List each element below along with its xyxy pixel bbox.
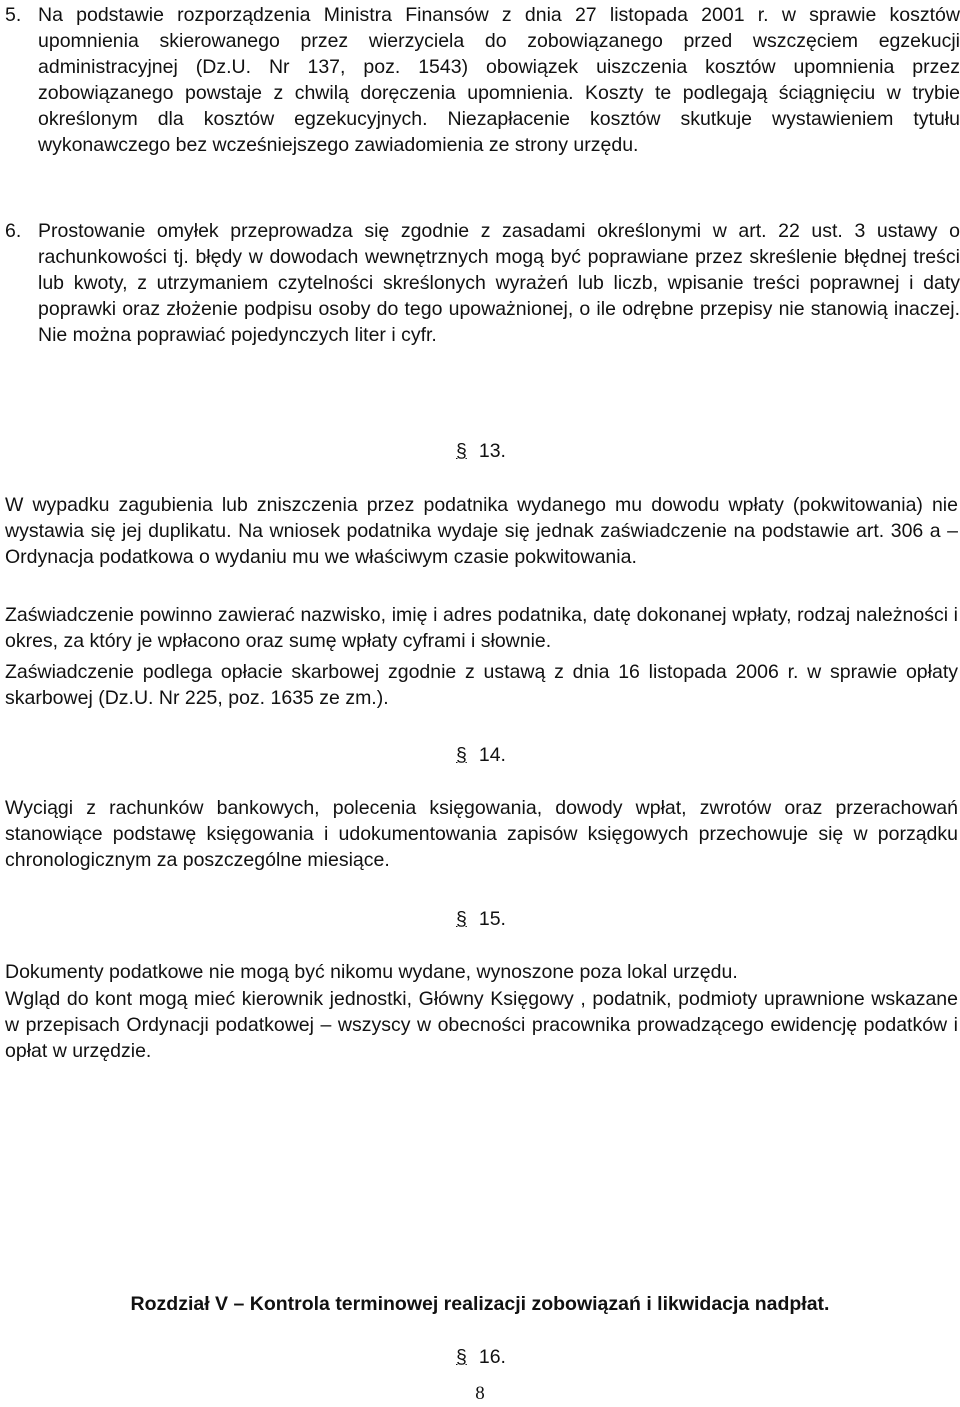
section-heading-14 [456,742,506,768]
chapter-heading: Rozdział V – Kontrola terminowej realizacji zobowiązań i likwidacja nadpłat. [130,1293,830,1315]
page-number: 8 [475,1383,485,1404]
list-item-5 [5,2,960,158]
section-number: 13. [478,440,506,462]
section-symbol: § [456,908,467,930]
section-symbol: § [456,744,467,766]
section-symbol: § [456,1346,467,1368]
section-heading-16 [456,1344,506,1370]
section-number: 15. [478,908,506,930]
paragraph: Wgląd do kont mogą mieć kierownik jednostki, Główny Księgowy , podatnik, podmioty uprawnione wskazane w przepisach Ordynacji podatkowej – wszyscy w obecności pracownika prowadzącego ewidencję podatków i opłat w urzędzie. [5,988,958,1062]
paragraph: Wyciągi z rachunków bankowych, polecenia księgowania, dowody wpłat, zwrotów oraz przerachowań stanowiące podstawę księgowania i udokumentowania zapisów księgowych przechowuje się w porządku chronologicznym za poszczególne miesiące. [5,797,958,871]
item-number: 5. [5,4,22,26]
item-text: Na podstawie rozporządzenia Ministra Finansów z dnia 27 listopada 2001 r. w sprawie kosztów upomnienia skierowanego przez wierzyciela do zobowiązanego przed wszczęciem egzekucji administracyjnej (Dz.U. Nr 137, poz. 1543) obowiązek uiszczenia kosztów upomnienia przez zobowiązanego powstaje z chwilą doręczenia upomnienia. Koszty te podlegają ściągnięciu w trybie określonym dla kosztów egzekucyjnych. Niezapłacenie kosztów skutkuje wystawieniem tytułu wykonawczego bez wcześniejszego zawiadomienia ze strony urzędu. [38,4,960,156]
item-number: 6. [5,220,22,242]
item-text: Prostowanie omyłek przeprowadza się zgodnie z zasadami określonymi w art. 22 ust. 3 ustawy o rachunkowości tj. błędy w dowodach wewnętrznych mogą być poprawiane przez skreślenie błędnej treści lub kwoty, z utrzymaniem czytelności skreślonych wyrażeń lub liczb, wpisanie treści poprawnej i daty poprawki oraz złożenie podpisu osoby do tego upoważnionej, o ile odrębne przepisy nie stanowią inaczej. Nie można poprawiać pojedynczych liter i cyfr. [38,220,960,346]
paragraph: Dokumenty podatkowe nie mogą być nikomu wydane, wynoszone poza lokal urzędu. [5,961,738,983]
paragraph: Zaświadczenie podlega opłacie skarbowej zgodnie z ustawą z dnia 16 listopada 2006 r. w sprawie opłaty skarbowej (Dz.U. Nr 225, poz. 1635 ze zm.). [5,661,958,709]
section-symbol: § [456,440,467,462]
paragraph: W wypadku zagubienia lub zniszczenia przez podatnika wydanego mu dowodu wpłaty (pokwitowania) nie wystawia się jej duplikatu. Na wniosek podatnika wydaje się jednak zaświadczenie na podstawie art. 306 a – Ordynacja podatkowa o wydaniu mu we właściwym czasie pokwitowania. [5,494,958,568]
section-heading-15 [456,906,506,932]
section-number: 14. [478,744,506,766]
section-number: 16. [478,1346,506,1368]
list-item-6 [5,218,960,348]
section-heading-13 [456,438,506,464]
paragraph: Zaświadczenie powinno zawierać nazwisko, imię i adres podatnika, datę dokonanej wpłaty, rodzaj należności i okres, za który je wpłacono oraz sumę wpłaty cyframi i słownie. [5,604,958,652]
